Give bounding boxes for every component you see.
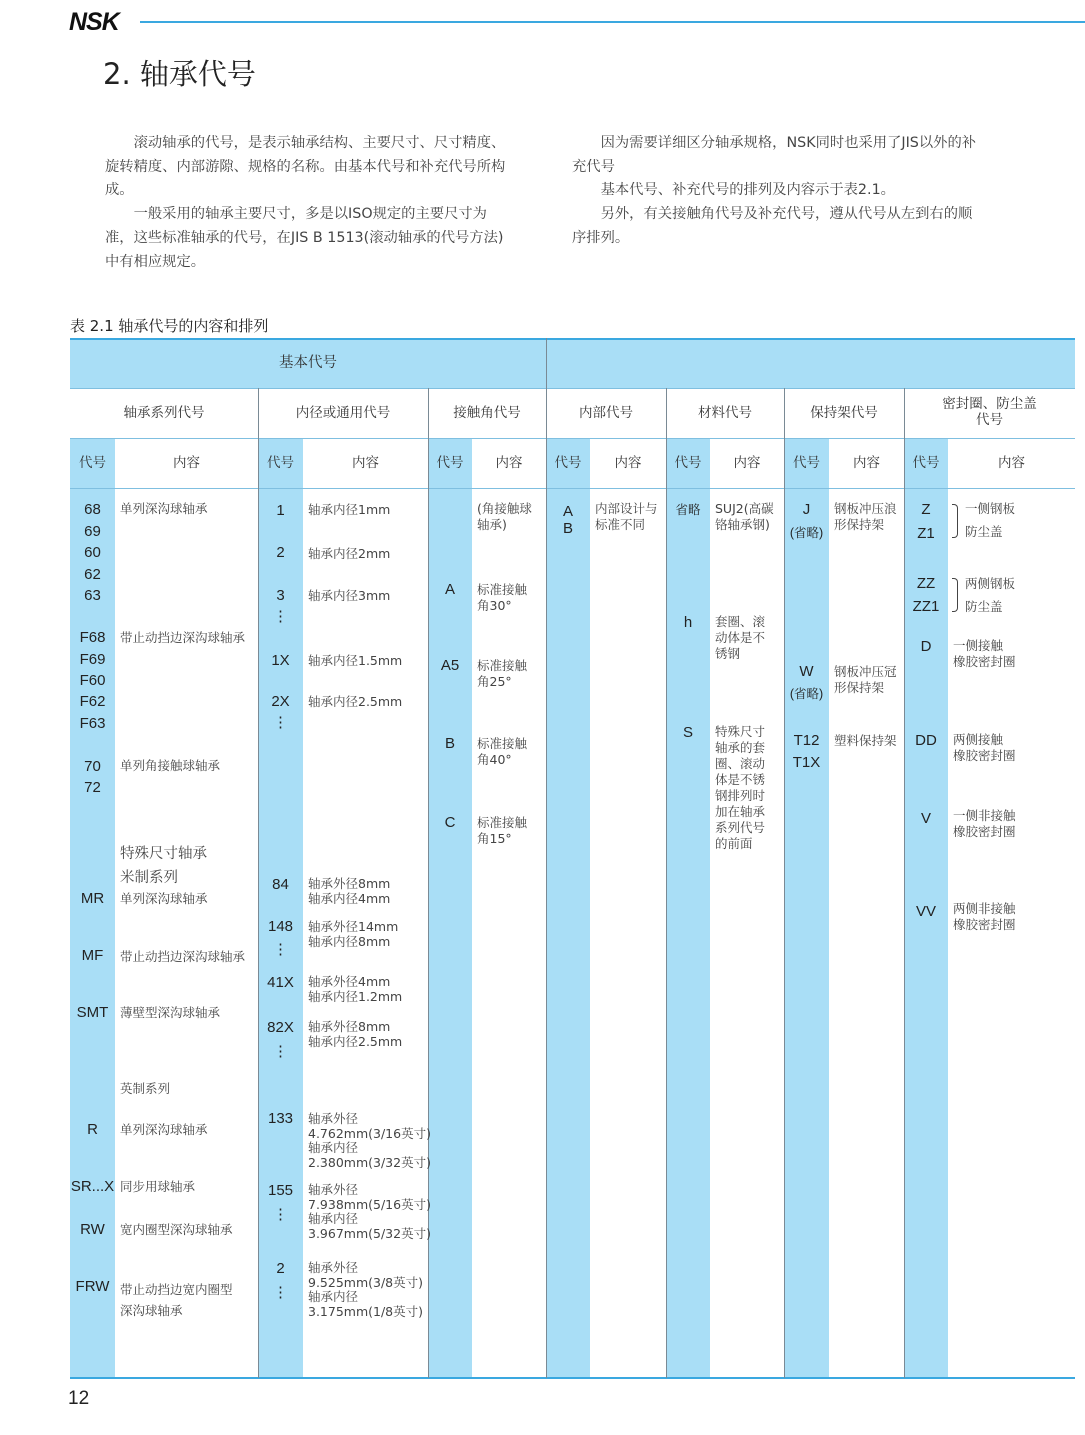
page-title: 2. 轴承代号: [103, 57, 256, 91]
code-cell: 60: [84, 544, 101, 561]
column-header: 内部代号: [579, 405, 633, 421]
table-rule: [70, 488, 1075, 489]
code-cell: MF: [81, 947, 104, 964]
column-header: 内径或通用代号: [295, 405, 391, 421]
code-cell: ⋮: [273, 608, 288, 625]
code-cell: 69: [84, 523, 101, 540]
page-number: 12: [68, 1388, 90, 1409]
code-cell: SMT: [76, 1004, 109, 1021]
code-cell: 148: [267, 918, 294, 935]
content-cell: 薄壁型深沟球轴承: [120, 1005, 221, 1020]
content-cell: 防尘盖: [965, 524, 1003, 539]
code-cell: 84: [272, 876, 289, 893]
nsk-logo: NSK: [69, 8, 119, 36]
column-divider: [666, 388, 667, 1378]
subheader-content: 内容: [173, 455, 200, 471]
code-cell: VV: [915, 903, 936, 920]
content-cell: 两侧接触 橡胶密封圈: [953, 732, 1016, 763]
code-cell: F68: [79, 629, 106, 646]
brace-icon: [952, 504, 958, 538]
code-cell: V: [920, 810, 931, 827]
code-cell: 72: [84, 779, 101, 796]
content-cell: 特殊尺寸 轴承的套 圈、滚动 体是不锈 钢排列时 加在轴承 系列代号 的前面: [715, 724, 766, 851]
intro-paragraph: 基本代号、补充代号的排列及内容示于表2.1。: [600, 182, 895, 199]
code-cell: T12: [793, 732, 820, 749]
content-cell: 轴承外径 4.762mm(3/16英寸) 轴承内径 2.380mm(3/32英寸): [308, 1111, 431, 1170]
content-cell: 两侧钢板: [965, 576, 1016, 591]
column-header: 接触角代号: [453, 405, 521, 421]
header-rule: [140, 21, 1085, 23]
content-cell: 两侧非接触 橡胶密封圈: [953, 901, 1016, 932]
content-cell: 钢板冲压浪 形保持架: [834, 501, 897, 532]
content-cell: 防尘盖: [965, 599, 1003, 614]
content-cell: 宽内圈型深沟球轴承: [120, 1222, 233, 1237]
content-cell: 轴承外径8mm 轴承内径4mm: [308, 876, 391, 906]
content-cell: 塑料保持架: [834, 733, 897, 748]
code-cell: A5: [440, 657, 460, 674]
code-cell: Z: [921, 501, 931, 518]
code-cell: ⋮: [273, 1206, 288, 1223]
content-cell: 一侧钢板: [965, 501, 1016, 516]
code-cell: J: [802, 501, 811, 518]
code-column-band: [546, 438, 590, 1378]
content-cell: 带止动挡边深沟球轴承: [120, 949, 246, 964]
content-cell: 套圈、滚 动体是不 锈钢: [715, 614, 766, 661]
table-rule: [70, 388, 1075, 389]
content-cell: 带止动挡边深沟球轴承: [120, 630, 246, 645]
code-cell: (省略): [789, 526, 824, 540]
content-cell: 米制系列: [120, 870, 178, 886]
code-cell: R: [87, 1121, 98, 1138]
code-cell: A: [444, 581, 455, 598]
column-header: 保持架代号: [810, 405, 878, 421]
content-cell: 单列深沟球轴承: [120, 501, 208, 516]
content-cell: 特殊尺寸轴承: [120, 846, 207, 862]
content-cell: 单列深沟球轴承: [120, 891, 208, 906]
code-cell: 63: [84, 587, 101, 604]
code-cell: T1X: [792, 754, 821, 771]
content-cell: 标准接触 角25°: [477, 658, 528, 689]
content-cell: 轴承内径1mm: [308, 502, 391, 517]
table-caption: 表 2.1 轴承代号的内容和排列: [70, 317, 269, 335]
intro-left: [105, 132, 515, 274]
code-cell: 2: [276, 544, 285, 561]
subheader-content: 内容: [853, 455, 880, 471]
code-cell: (省略): [789, 687, 824, 701]
subheader-code: 代号: [79, 455, 106, 471]
content-cell: 轴承内径2mm: [308, 546, 391, 561]
code-cell: 1: [276, 502, 285, 519]
subheader-content: 内容: [733, 455, 761, 471]
content-cell: 一侧非接触 橡胶密封圈: [953, 808, 1016, 839]
content-cell: 单列深沟球轴承: [120, 1122, 208, 1137]
code-cell: F63: [79, 715, 106, 732]
code-cell: W: [799, 663, 814, 680]
subheader-code: 代号: [912, 455, 940, 471]
code-cell: 1X: [271, 652, 290, 669]
intro-right: [572, 132, 982, 251]
code-cell: ⋮: [273, 714, 288, 731]
code-cell: A B: [562, 503, 573, 537]
code-cell: F60: [79, 672, 106, 689]
code-cell: MR: [80, 890, 105, 907]
subheader-content: 内容: [998, 455, 1025, 471]
content-cell: 轴承内径3mm: [308, 588, 391, 603]
content-cell: 标准接触 角40°: [477, 736, 528, 767]
code-cell: ZZ1: [912, 598, 940, 615]
code-cell: h: [683, 614, 693, 631]
content-cell: 轴承外径14mm 轴承内径8mm: [308, 919, 399, 949]
subheader-content: 内容: [352, 455, 379, 471]
intro-paragraph: 另外，有关接触角代号及补充代号，遵从代号从左到右的顺序排列。: [572, 206, 973, 246]
code-cell: B: [444, 735, 455, 752]
content-cell: 单列角接触球轴承: [120, 758, 221, 773]
intro-paragraph: 一般采用的轴承主要尺寸，多是以ISO规定的主要尺寸为准，这些标准轴承的代号，在JIS B 1513(滚动轴承的代号方法) 中有相应规定。: [105, 206, 504, 270]
code-cell: 2: [276, 1260, 285, 1277]
code-cell: ⋮: [273, 1043, 288, 1060]
code-cell: 70: [84, 758, 101, 775]
code-cell: 68: [84, 501, 101, 518]
content-cell: 一侧接触 橡胶密封圈: [953, 638, 1016, 669]
code-cell: F69: [79, 651, 106, 668]
content-cell: 轴承内径2.5mm: [308, 694, 403, 709]
content-cell: 内部设计与 标准不同: [595, 501, 658, 532]
code-column-band: [784, 438, 829, 1378]
content-cell: 标准接触 角30°: [477, 582, 528, 613]
code-column-band: [666, 438, 710, 1378]
code-cell: ZZ: [916, 575, 936, 592]
content-cell: 钢板冲压冠 形保持架: [834, 664, 897, 695]
intro-paragraph: 因为需要详细区分轴承规格，NSK同时也采用了JIS以外的补充代号: [572, 135, 977, 175]
subheader-code: 代号: [436, 455, 464, 471]
code-column-band: [428, 438, 472, 1378]
column-header: 密封圈、防尘盖 代号: [942, 396, 1037, 428]
code-cell: FRW: [75, 1278, 110, 1295]
code-cell: RW: [80, 1221, 105, 1238]
code-cell: Z1: [917, 525, 935, 542]
code-cell: 省略: [675, 503, 701, 517]
code-cell: 2X: [271, 693, 290, 710]
subheader-content: 内容: [614, 455, 642, 471]
code-column-band: [258, 438, 303, 1378]
subheader-code: 代号: [554, 455, 582, 471]
code-cell: D: [920, 638, 932, 655]
code-cell: F62: [79, 693, 106, 710]
code-cell: DD: [915, 732, 937, 749]
column-header: 轴承系列代号: [123, 405, 205, 421]
code-cell: 133: [267, 1110, 294, 1127]
content-cell: (角接触球 轴承): [477, 501, 532, 532]
code-cell: S: [682, 724, 693, 741]
code-cell: SR...X: [70, 1178, 115, 1195]
group-header: 基本代号: [279, 355, 337, 371]
code-cell: C: [444, 814, 456, 831]
column-header: 材料代号: [698, 405, 752, 421]
code-cell: 82X: [267, 1019, 294, 1036]
content-cell: 带止动挡边宽内圈型 深沟球轴承: [120, 1282, 233, 1318]
subheader-code: 代号: [793, 455, 820, 471]
code-cell: ⋮: [273, 941, 288, 958]
content-cell: 轴承外径 7.938mm(5/16英寸) 轴承内径 3.967mm(5/32英寸): [308, 1182, 431, 1241]
content-cell: 轴承内径1.5mm: [308, 653, 403, 668]
code-cell: 62: [84, 566, 101, 583]
content-cell: SUJ2(高碳 铬轴承钢): [715, 501, 774, 532]
subheader-code: 代号: [267, 455, 294, 471]
table-bottom-rule: [70, 1377, 1075, 1379]
content-cell: 英制系列: [120, 1081, 171, 1096]
content-cell: 标准接触 角15°: [477, 815, 528, 846]
brace-icon: [952, 578, 958, 612]
code-cell: ⋮: [273, 1284, 288, 1301]
content-cell: 同步用球轴承: [120, 1179, 196, 1194]
content-cell: 轴承外径4mm 轴承内径1.2mm: [308, 974, 403, 1004]
table-rule: [70, 438, 1075, 439]
code-cell: 3: [276, 587, 285, 604]
subheader-content: 内容: [495, 455, 523, 471]
content-cell: 轴承外径8mm 轴承内径2.5mm: [308, 1019, 403, 1049]
table-rule: [70, 338, 1075, 340]
code-cell: 41X: [267, 974, 294, 991]
intro-paragraph: 滚动轴承的代号，是表示轴承结构、主要尺寸、尺寸精度、旋转精度、内部游隙、规格的名称。由基本代号和补充代号所构成。: [105, 135, 506, 199]
code-cell: 155: [267, 1182, 294, 1199]
content-cell: 轴承外径 9.525mm(3/8英寸) 轴承内径 3.175mm(1/8英寸): [308, 1260, 424, 1319]
subheader-code: 代号: [674, 455, 702, 471]
